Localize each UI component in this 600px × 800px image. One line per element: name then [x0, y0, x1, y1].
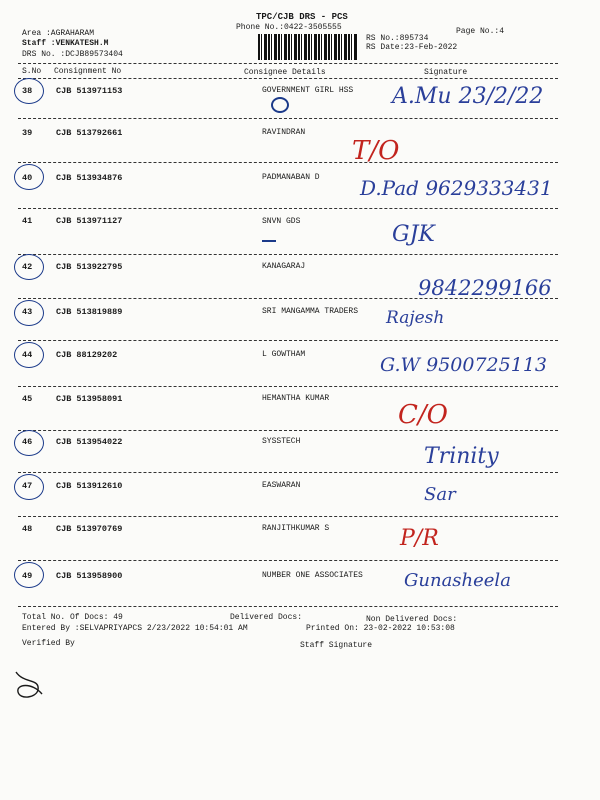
row-consignment: CJB 513971153: [56, 86, 123, 96]
row-consignment: CJB 513970769: [56, 524, 123, 534]
row-consignment: CJB 513819889: [56, 307, 123, 317]
row-consignee: L GOWTHAM: [262, 350, 306, 359]
row-consignment: CJB 513912610: [56, 481, 123, 491]
divider: [18, 298, 558, 299]
row-consignment: CJB 513958900: [56, 571, 123, 581]
row-sno: 39: [22, 128, 33, 138]
row-consignee: HEMANTHA KUMAR: [262, 394, 330, 403]
divider: [18, 560, 558, 561]
row-consignee: SRI MANGAMMA TRADERS: [262, 307, 359, 316]
divider: [18, 78, 558, 79]
total-docs: Total No. Of Docs: 49: [22, 613, 123, 622]
divider: [18, 386, 558, 387]
row-sno: 44: [22, 350, 33, 360]
rs-date: RS Date:23-Feb-2022: [366, 43, 458, 52]
row-consignee: NUMBER ONE ASSOCIATES: [262, 571, 363, 580]
row-consignee: GOVERNMENT GIRL HSS: [262, 86, 354, 95]
column-signature: Signature: [424, 68, 468, 77]
row-sno: 42: [22, 262, 33, 272]
barcode: [258, 34, 358, 60]
signature: GJK: [392, 222, 435, 247]
row-consignee: RANJITHKUMAR S: [262, 524, 330, 533]
row-sno: 40: [22, 173, 33, 183]
verifier-signature-mark: [10, 664, 50, 704]
delivered-docs: Delivered Docs:: [230, 613, 303, 622]
row-consignment: CJB 513792661: [56, 128, 123, 138]
row-sno: 45: [22, 394, 33, 404]
staff-signature: Staff Signature: [300, 641, 373, 650]
column-sno: S.No: [22, 67, 42, 76]
signature: A.Mu 23/2/22: [392, 84, 544, 109]
divider: [18, 516, 558, 517]
row-sno: 49: [22, 571, 33, 581]
signature: G.W 9500725113: [380, 354, 547, 376]
divider: [18, 606, 558, 607]
verified-by: Verified By: [22, 639, 75, 648]
row-sno: 38: [22, 86, 33, 96]
rs-number: RS No.:895734: [366, 34, 429, 43]
signature: Trinity: [424, 444, 499, 469]
row-consignment: CJB 513922795: [56, 262, 123, 272]
row-consignee: SYSSTECH: [262, 437, 301, 446]
divider: [18, 63, 558, 64]
divider: [18, 208, 558, 209]
printed-on: Printed On: 23-02-2022 10:53:08: [306, 624, 455, 633]
signature: P/R: [400, 526, 439, 551]
row-consignee: SNVN GDS: [262, 217, 301, 226]
row-sno: 43: [22, 307, 33, 317]
staff-label: Staff :VENKATESH.M: [22, 39, 109, 48]
divider: [18, 162, 558, 163]
row-consignee: EASWARAN: [262, 481, 301, 490]
row-sno: 48: [22, 524, 33, 534]
entered-by: Entered By :SELVAPRIYAPCS 2/23/2022 10:54:01 AM: [22, 624, 248, 633]
divider: [18, 430, 558, 431]
divider: [18, 340, 558, 341]
row-consignment: CJB 513971127: [56, 216, 123, 226]
column-consignee: Consignee Details: [244, 68, 326, 77]
signature: Rajesh: [386, 308, 445, 328]
signature: 9842299166: [418, 276, 552, 300]
signature: D.Pad 9629333431: [360, 176, 553, 200]
row-consignment: CJB 513958091: [56, 394, 123, 404]
row-consignment: CJB 513934876: [56, 173, 123, 183]
area-label: Area :AGRAHARAM: [22, 29, 95, 38]
row-sno: 47: [22, 481, 33, 491]
drs-number: DRS No. :DCJB89573404: [22, 50, 123, 59]
divider: [18, 118, 558, 119]
signature: Sar: [424, 484, 456, 505]
handwritten-mark: [262, 240, 276, 242]
signature: C/O: [398, 400, 448, 430]
row-consignee: KANAGARAJ: [262, 262, 306, 271]
row-consignment: CJB 513954022: [56, 437, 123, 447]
handwritten-mark: [271, 97, 289, 113]
row-consignee: PADMANABAN D: [262, 173, 320, 182]
phone-number: Phone No.:0422-3505555: [236, 23, 342, 32]
divider: [18, 254, 558, 255]
non-delivered-docs: Non Delivered Docs:: [366, 615, 458, 624]
column-consignment: Consignment No: [54, 67, 122, 76]
signature: Gunasheela: [404, 570, 511, 591]
page-title: TPC/CJB DRS - PCS: [256, 12, 348, 22]
row-sno: 41: [22, 216, 33, 226]
signature: T/O: [352, 136, 400, 166]
page-number: Page No.:4: [456, 27, 505, 36]
row-consignee: RAVINDRAN: [262, 128, 306, 137]
divider: [18, 472, 558, 473]
row-sno: 46: [22, 437, 33, 447]
row-consignment: CJB 88129202: [56, 350, 118, 360]
